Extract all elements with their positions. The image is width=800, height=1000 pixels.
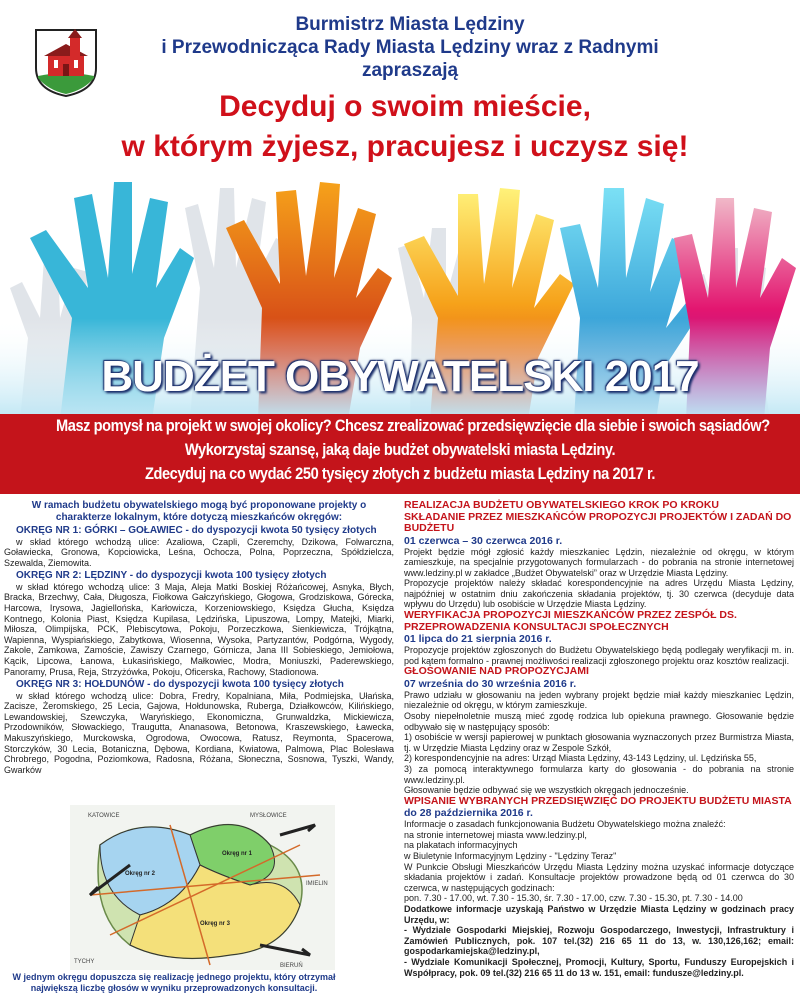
contact-intro: Dodatkowe informacje uzyskają Państwo w Urzędzie Miasta Lędziny w godzinach pracy Urzędu, w: bbox=[404, 903, 794, 925]
step-2-date: 01 lipca do 21 sierpnia 2016 r. bbox=[404, 633, 552, 646]
step-4-date: do 28 października 2016 r. bbox=[404, 807, 533, 820]
step-1-heading: SKŁADANIE PRZEZ MIESZKAŃCÓW PROPOZYCJI PROJEKTÓW I ZADAŃ DO BUDŻETU bbox=[404, 510, 792, 534]
step-4-heading: WPISANIE WYBRANYCH PRZEDSIĘWZIĘĆ DO PROJEKTU BUDŻETU MIASTA bbox=[404, 794, 792, 807]
step-1-text-a: Projekt będzie mógł zgłosić każdy mieszkaniec Lędzin, niezależnie od okręgu, w którym zamieszkuje, na specjalnie przygotowanych formularzach - do pobrania na stronie internetowej www.ledziny.pl w zakładce „Budżet Obywatelski” oraz w Urzędzie Miasta Lędziny. bbox=[404, 546, 794, 578]
timeline-column bbox=[404, 500, 794, 978]
district-map bbox=[70, 805, 335, 970]
step-3-heading: GŁOSOWANIE NAD PROPOZYCJAMI bbox=[404, 665, 589, 678]
district-1-streets: w skład którego wchodzą ulice: Azaliowa, Czapli, Czeremchy, Dzikowa, Folwarczna, Goławiecka, Gronowa, Kopciowicka, Leśna, Ochocza, Polna, Poprzeczna, Spółdzielcza, Szewalda, Ziemowita. bbox=[4, 536, 394, 568]
map-label: IMIELIN bbox=[306, 881, 328, 887]
step-3-option-3: 3) za pomocą interaktywnego formularza karty do głosowania - do pobrania na stronie www.ledziny.pl. bbox=[404, 763, 794, 785]
district-2-heading: OKRĘG NR 2: LĘDZINY - do dyspozycji kwota 100 tysięcy złotych bbox=[16, 570, 327, 582]
header-line-2: i Przewodnicząca Rady Miasta Lędziny wraz z Radnymi bbox=[161, 37, 659, 58]
step-1-text-b: Propozycje projektów należy składać korespondencyjnie na adres Urzędu Miasta Lędziny, najpóźniej w ostatnim dniu zakończenia składania projektów, tj. 30 czerwca (decyduje data wpływu do Urzędu) lub osobiście w Urzędzie Miasta Lędziny. bbox=[404, 578, 794, 610]
step-2-heading: WERYFIKACJA PROPOZYCJI MIESZKAŃCÓW PRZEZ ZESPÓŁ DS. PRZEPROWADZENIA KONSULTACJI SPOŁECZNYCH bbox=[404, 609, 737, 633]
step-2-text: Propozycje projektów zgłoszonych do Budżetu Obywatelskiego będą podlegały weryfikacji m. in. pod kątem formalno - prawnej możliwości realizacji zgłoszonego projektu oraz kosztów realizacji. bbox=[404, 645, 794, 666]
contact-dept-2: - Wydziale Komunikacji Społecznej, Promocji, Kultury, Sportu, Funduszy Europejskich i Współpracy, pok. 09 tel.(32) 216 65 11 do 13 w. 151, email: fundusze@ledziny.pl. bbox=[404, 956, 794, 978]
districts-intro: W ramach budżetu obywatelskiego mogą być proponowane projekty o charakterze lokalnym, które dotyczą mieszkańców okręgów: bbox=[31, 500, 367, 523]
step-3-option-2: 2) korespondencyjnie na adres: Urząd Miasta Lędziny, 43-143 Lędziny, ul. Lędzińska 55, bbox=[404, 753, 757, 764]
step-3-note: Głosowanie będzie odbywać się we wszystkich okręgach jednocześnie. bbox=[404, 785, 689, 796]
header-line-1: Burmistrz Miasta Lędziny bbox=[295, 14, 525, 35]
info-office-text: W Punkcie Obsługi Mieszkańców Urzędu Miasta Lędziny można uzyskać informacje dotyczące składania projektów i zadań. Konsultacje projektów prowadzone będą od 01 czerwca do 30 czerwca, w następujących godzinach: bbox=[404, 861, 794, 893]
district-2-streets: w skład którego wchodzą ulice: 3 Maja, Aleja Matki Boskiej Różańcowej, Asnyka, Błych, Bracka, Brzechwy, Cała, Długosza, Fiołkowa Gałczyńskiego, Głogowa, Grodziskowa, Górecka, Harcowa, Irysowa, Jagiellońska, Karłowicza, Korzeniowskiego, Księdza Głucha, Księdza Kontnego, Kolonia Piast, Księdza Kupilasa, Lędzińska, Lipuszowa, Lompy, Matejki, Miarki, Miłosza, Olimpijska, PCK, Plebiscytowa, Pokoju, Porzeczkowa, Sienkiewicza, Trójkątna, Wapienna, Wyspiańskiego, Zabytkowa, Wiosenna, Wysoka, Partyzantów, Podgórna, Wygody, Zakole, Zamkowa, Zamoście, Zawiszy Czarnego, Górnicza, Jana III Sobieskiego, Jemiołowa, Kącik, Lipcowa, Łanowa, Łukasińskiego, Małkowiec, Modra, Moniuszki, Paderewskiego, Panoramy, Prusa, Reja, Strzyżówka, Pokoju, Oficerska, Rachowy, Stadionowa. bbox=[4, 581, 394, 677]
map-label: BIERUŃ bbox=[280, 963, 303, 969]
map-label: MYSŁOWICE bbox=[250, 813, 287, 819]
districts-column bbox=[4, 500, 394, 775]
map-label: TYCHY bbox=[74, 959, 95, 965]
map-label: KATOWICE bbox=[88, 813, 120, 819]
step-3-date: 07 września do 30 września 2016 r. bbox=[404, 677, 577, 690]
map-label: Okręg nr 2 bbox=[125, 871, 156, 877]
banner-line-3: Zdecyduj na co wydać 250 tysięcy złotych z budżetu miasta Lędziny na 2017 r. bbox=[144, 464, 656, 483]
red-banner bbox=[0, 414, 800, 494]
office-hours: pon. 7.30 - 17.00, wt. 7.30 - 15.30, śr. 7.30 - 17.00, czw. 7.30 - 15.30, pt. 7.30 - 14.00 bbox=[404, 893, 743, 904]
page-title: BUDŻET OBYWATELSKI 2017 bbox=[101, 352, 699, 401]
step-3-text-b: Osoby niepełnoletnie muszą mieć zgodę rodzica lub opiekuna prawnego. Głosowanie będzie odbywało się w następujący sposób: bbox=[404, 710, 794, 732]
step-3-option-1: 1) osobiście w wersji papierowej w punktach głosowania wyznaczonych przez Burmistrza Miasta, tj. w Urzędzie Miasta Lędziny oraz w Zespole Szkół, bbox=[404, 732, 794, 753]
city-crest-logo bbox=[34, 28, 98, 98]
district-3-streets: w skład którego wchodzą ulice: Dobra, Fredry, Kopalniana, Miła, Podmiejska, Ułańska, Zacisze, Żeromskiego, 25 Lecia, Gajowa, Hołdunowska, Ruberga, Działkowców, Kilińskiego, Lewandowskiej, Szewczyka, Waryńskiego, Ekonomiczna, Grunwaldzka, Mickiewicza, Przodowników, Słowackiego, Traugutta, Ananasowa, Betonowa, Kraszewskiego, Ławecka, Makuszyńskiego, Murckowska, Ogrodowa, Owocowa, Ratusz, Reymonta, Spacerowa, Storczyków, 30 Lecia, Botaniczna, Dębowa, Kordiana, Kwiatowa, Palmowa, Plac Bolesława Chrobrego, Pogodna, Poziomkowa, Radosna, Różana, Słoneczna, Sosnowa, Tyszki, Wandy, Gwarków bbox=[4, 690, 394, 775]
contact-dept-1: - Wydziale Gospodarki Miejskiej, Rozwoju Gospodarczego, Inwestycji, Infrastruktury i Zamówień Publicznych, pok. 107 tel.(32) 216 65 11 do 13, w. 130,126,162; email: gospodarkamiejska@ledziny.pl, bbox=[404, 925, 794, 957]
steps-heading: REALIZACJA BUDŻETU OBYWATELSKIEGO KROK PO KROKU bbox=[404, 499, 720, 511]
map-label: Okręg nr 3 bbox=[200, 921, 231, 927]
map-label: Okręg nr 1 bbox=[222, 851, 253, 857]
step-1-date: 01 czerwca – 30 czerwca 2016 r. bbox=[404, 534, 563, 547]
info-item: w Biuletynie Informacyjnym Lędziny - "Lędziny Teraz" bbox=[404, 850, 617, 861]
step-3-text-a: Prawo udziału w głosowaniu na jeden wybrany projekt będzie miał każdy mieszkaniec Lędzin, niezależnie od okręgu, w którym zamieszkuje. bbox=[404, 689, 794, 711]
slogan-line-2: w którym żyjesz, pracujesz i uczysz się! bbox=[121, 130, 689, 163]
district-3-heading: OKRĘG NR 3: HOŁDUNÓW - do dyspozycji kwota 100 tysięcy złotych bbox=[16, 679, 344, 691]
footnote: W jednym okręgu dopuszcza się realizację jednego projektu, który otrzymał największą liczbę głosów w wyniku przeprowadzonych konsultacji. bbox=[12, 972, 336, 993]
info-item: na stronie internetowej miasta www.ledziny.pl, bbox=[404, 829, 587, 840]
slogan-line-1: Decyduj o swoim mieście, bbox=[219, 90, 591, 123]
banner-line-1: Masz pomysł na projekt w swojej okolicy? Chcesz zrealizować przedsięwzięcie dla siebie i swoich sąsiadów? bbox=[56, 416, 770, 435]
banner-line-2: Wykorzystaj szansę, jaką daje budżet obywatelski miasta Lędziny. bbox=[184, 440, 616, 459]
district-1-heading: OKRĘG NR 1: GÓRKI – GOŁAWIEC - do dyspozycji kwota 50 tysięcy złotych bbox=[16, 525, 377, 536]
info-intro: Informacje o zasadach funkcjonowania Budżetu Obywatelskiego można znaleźć: bbox=[404, 819, 726, 830]
info-item: na plakatach informacyjnych bbox=[404, 840, 518, 851]
header-line-3: zapraszają bbox=[361, 60, 459, 81]
